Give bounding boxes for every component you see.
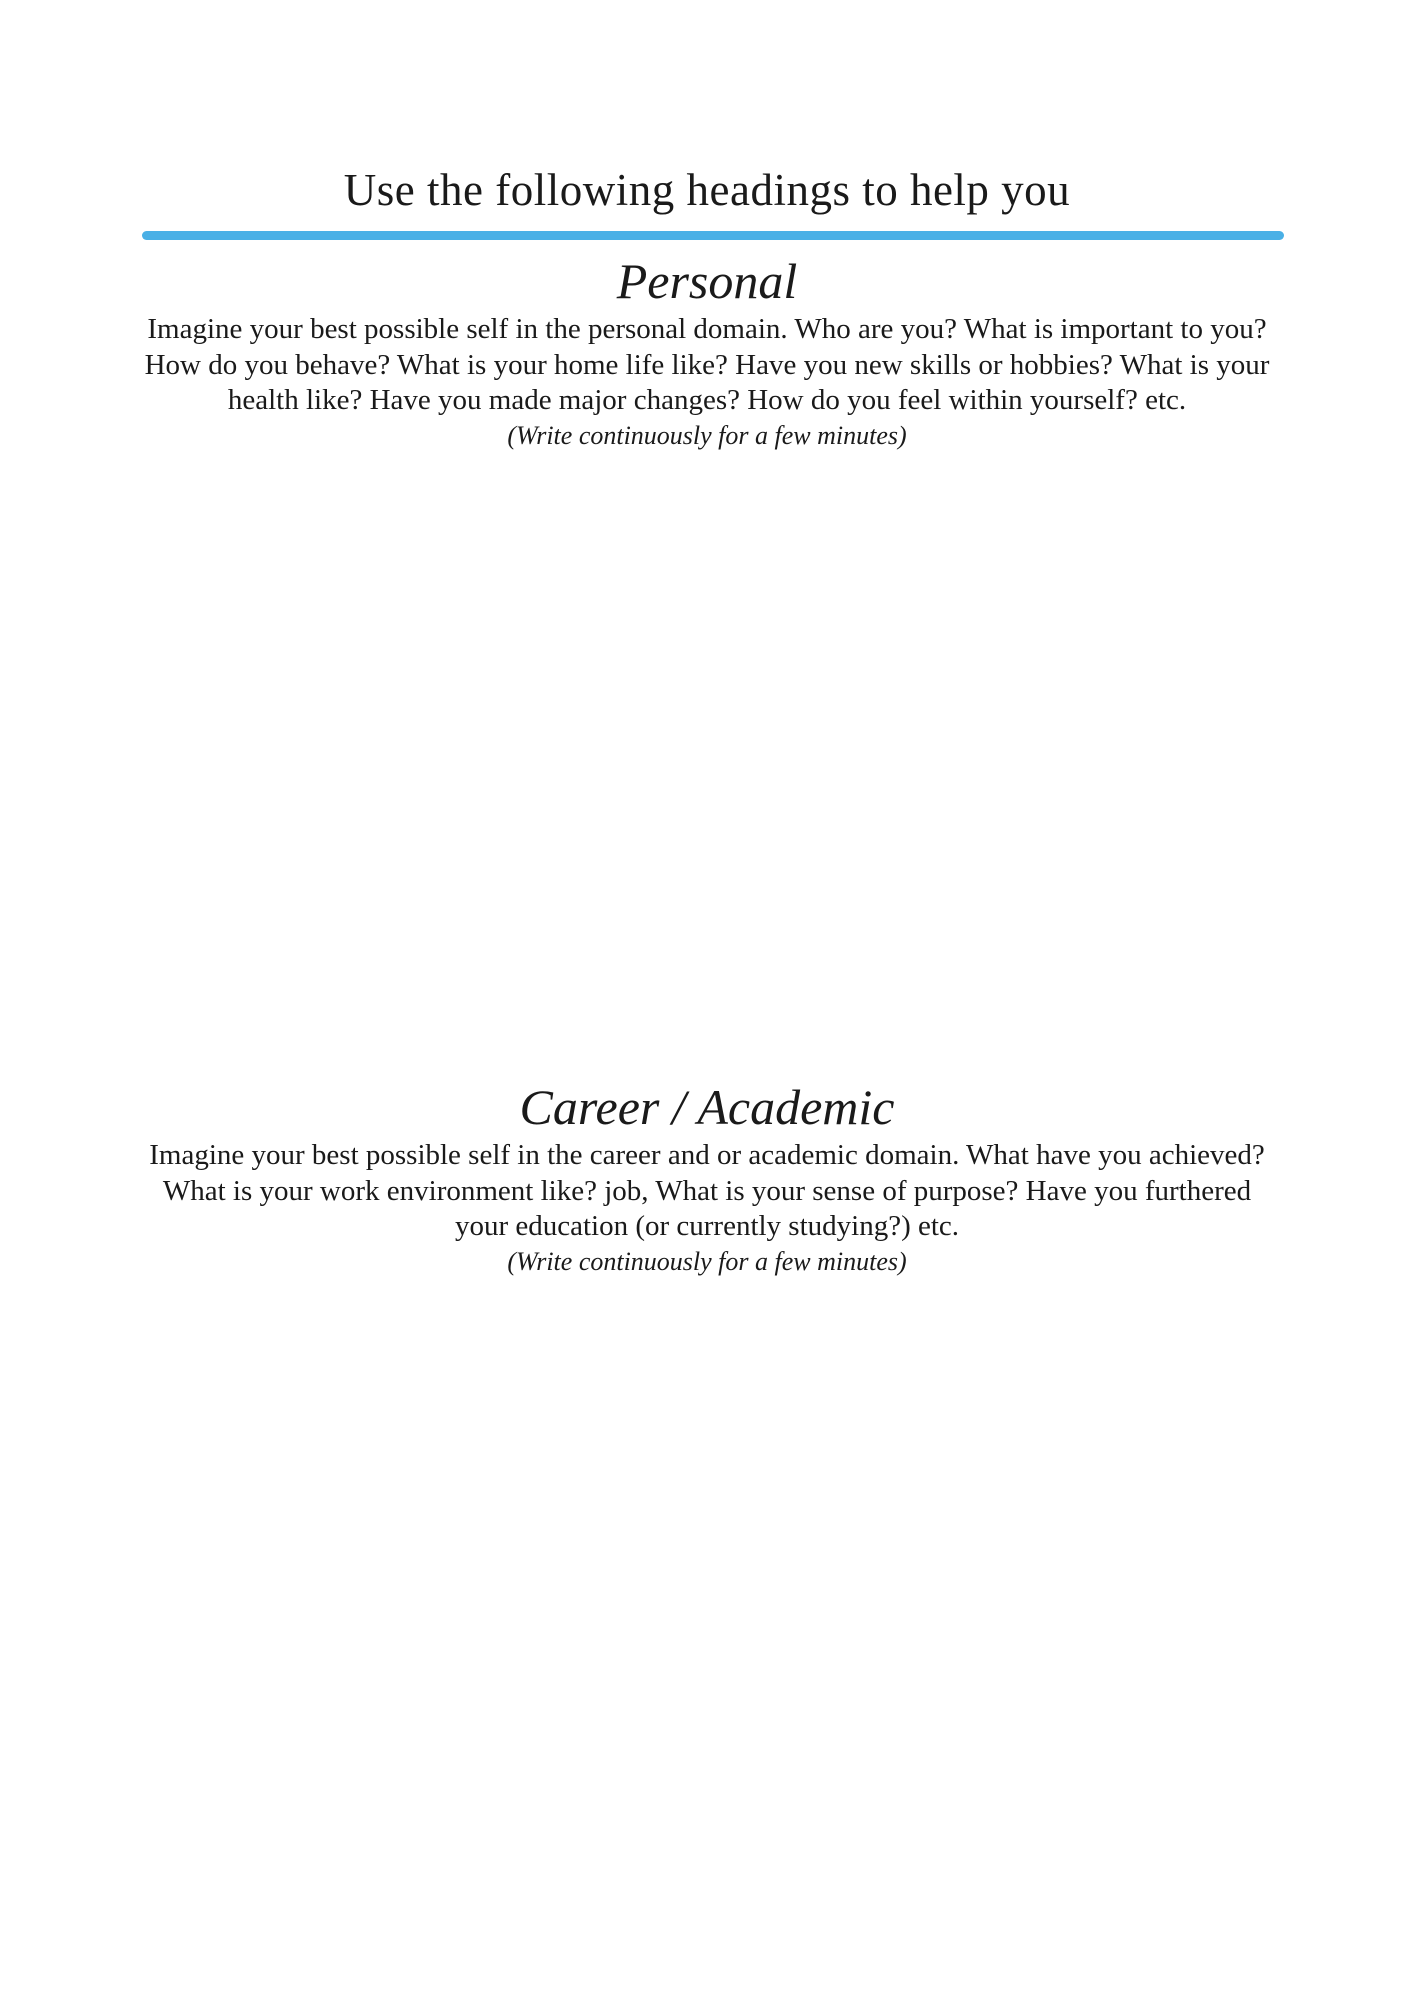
section-personal (142, 250, 1272, 453)
section-body-career-academic: Imagine your best possible self in the career and or academic domain. What have you achieved? What is your work environment like? job, What is your sense of purpose? Have you furthered your education (or currently studying?) etc. (149, 1139, 1265, 1242)
section-title-personal: Personal (616, 253, 798, 309)
section-title-career-academic: Career / Academic (519, 1079, 895, 1135)
page-heading: Use the following headings to help you (343, 165, 1071, 215)
section-note-career-academic: (Write continuously for a few minutes) (507, 1246, 907, 1276)
section-career-academic (142, 1076, 1272, 1279)
heading-divider (142, 231, 1284, 240)
section-body-personal: Imagine your best possible self in the personal domain. Who are you? What is important to you? How do you behave? What is your home life like? Have you new skills or hobbies? What is your health like? Have you made major changes? How do you feel within yourself? etc. (144, 313, 1270, 416)
section-note-personal: (Write continuously for a few minutes) (507, 420, 907, 450)
